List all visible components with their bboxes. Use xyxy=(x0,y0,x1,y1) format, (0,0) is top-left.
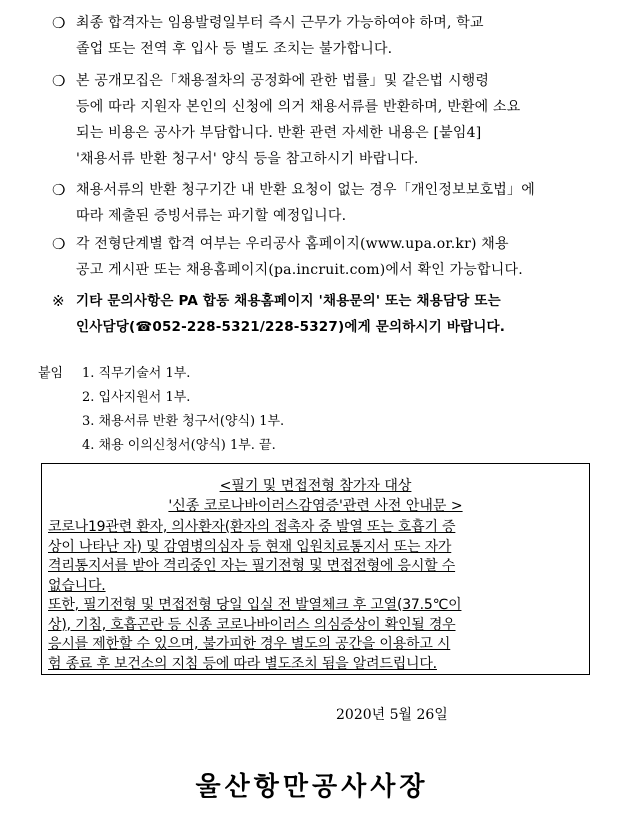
notice-line: 상이 나타난 자) 및 감염병의심자 등 현재 입원치료통지서 또는 자가 xyxy=(48,538,452,555)
notice-body xyxy=(48,518,583,674)
bullet-3-line-1: 채용서류의 반환 청구기간 내 반환 요청이 없는 경우「개인정보보호법」에 xyxy=(76,182,535,198)
covid-notice-box xyxy=(41,463,590,675)
bullet-item-1 xyxy=(52,10,592,62)
bullet-2-line-3: 되는 비용은 공사가 부담합니다. 반환 관련 자세한 내용은 [붙임4] xyxy=(76,125,482,141)
notice-line: 응시를 제한할 수 있으며, 불가피한 경우 별도의 공간을 이용하고 시 xyxy=(48,636,451,652)
bullet-1-line-1: 최종 합격자는 임용발령일부터 즉시 근무가 가능하여야 하며, 학교 xyxy=(76,15,484,31)
issuer-signature: 울산항만공사사장 xyxy=(195,772,429,802)
reference-mark-icon: ※ xyxy=(52,292,65,310)
notice-line: 또한, 필기전형 및 면접전형 당일 입실 전 발열체크 후 고열(37.5℃이 xyxy=(48,597,462,613)
bullet-2-line-1: 본 공개모집은「채용절차의 공정화에 관한 법률」및 같은법 시행령 xyxy=(76,73,490,89)
document-date: 2020년 5월 26일 xyxy=(336,707,448,723)
attachment-item: 1. 직무기술서 1부. xyxy=(82,366,191,381)
bullet-item-3 xyxy=(52,177,592,229)
bullet-2-line-4: '채용서류 반환 청구서' 양식 등을 참고하시기 바랍니다. xyxy=(76,151,419,167)
circle-bullet-icon: ❍ xyxy=(52,72,66,90)
attachment-item: 2. 입사지원서 1부. xyxy=(82,390,191,405)
bullet-1-line-2: 졸업 또는 전역 후 입사 등 별도 조치는 불가합니다. xyxy=(76,41,393,57)
notice-line: 험 종료 후 보건소의 지침 등에 따라 별도조치 됨을 알려드립니다. xyxy=(48,655,437,672)
bullet-item-2 xyxy=(52,68,592,172)
notice-title-line-2: '신종 코로나바이러스감염증'관련 사전 안내문 > xyxy=(168,498,463,514)
bullet-4-line-1: 각 전형단계별 합격 여부는 우리공사 홈페이지(www.upa.or.kr) 채용 xyxy=(76,236,509,252)
notice-line: 상), 기침, 호흡곤란 등 신종 코로나바이러스 의심증상이 확인될 경우 xyxy=(48,616,456,633)
circle-bullet-icon: ❍ xyxy=(52,181,66,199)
attachments-label: 붙임 xyxy=(38,366,64,381)
attachments xyxy=(38,362,284,458)
bullet-4-line-2: 공고 게시판 또는 채용홈페이지(pa.incruit.com)에서 확인 가능합니다. xyxy=(76,262,523,278)
note-line-1: 기타 문의사항은 PA 합동 채용홈페이지 '채용문의' 또는 채용담당 또는 xyxy=(76,293,501,309)
reference-note xyxy=(52,288,592,340)
bullet-2-line-2: 등에 따라 지원자 본인의 신청에 의거 채용서류를 반환하며, 반환에 소요 xyxy=(76,99,521,115)
notice-line: 코로나19관련 환자, 의사환자(환자의 접촉자 중 발열 또는 호흡기 증 xyxy=(48,519,456,535)
notice-line: 없습니다. xyxy=(48,577,106,594)
circle-bullet-icon: ❍ xyxy=(52,14,66,32)
notice-line: 격리통지서를 받아 격리중인 자는 필기전형 및 면접전형에 응시할 수 xyxy=(48,558,456,574)
bullet-3-line-2: 따라 제출된 증빙서류는 파기할 예정입니다. xyxy=(76,208,347,224)
bullet-item-4 xyxy=(52,231,592,283)
notice-title-line-1: <필기 및 면접전형 참가자 대상 xyxy=(219,478,412,494)
attachment-item: 3. 채용서류 반환 청구서(양식) 1부. xyxy=(82,414,285,429)
attachment-item: 4. 채용 이의신청서(양식) 1부. 끝. xyxy=(82,438,276,453)
notice-title xyxy=(42,476,589,516)
circle-bullet-icon: ❍ xyxy=(52,235,66,253)
note-line-2: 인사담당(☎052-228-5321/228-5327)에게 문의하시기 바랍니다. xyxy=(76,319,506,335)
